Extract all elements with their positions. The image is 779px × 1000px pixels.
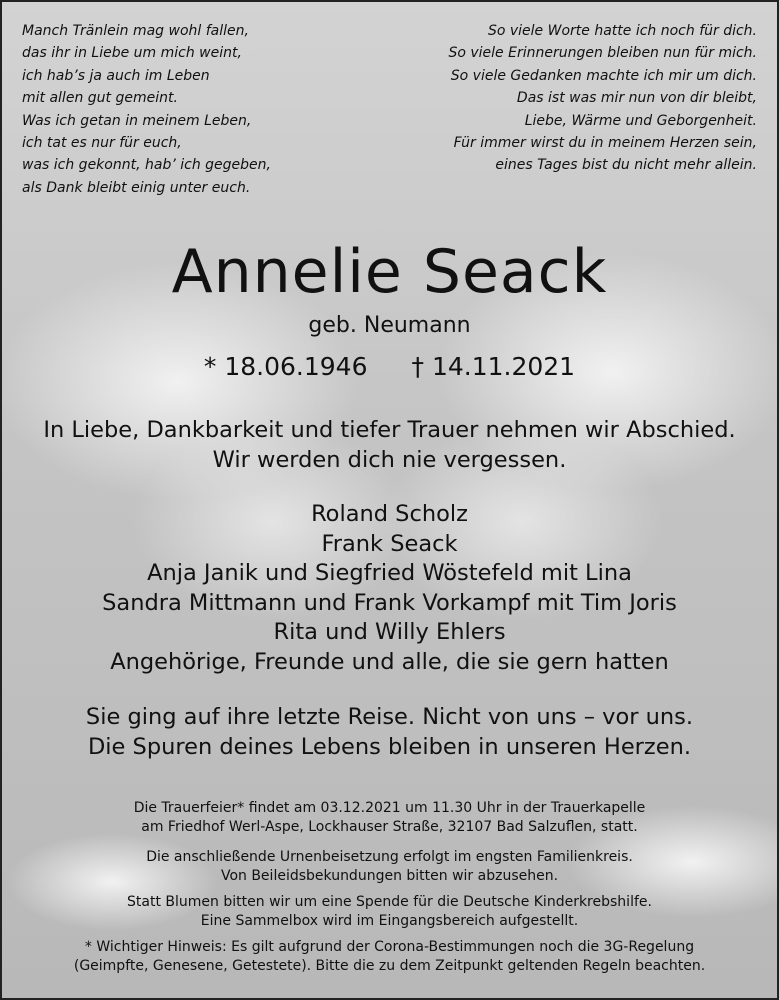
mourner: Rita und Willy Ehlers bbox=[273, 619, 506, 645]
poem-line: ich tat es nur für euch, bbox=[22, 135, 182, 152]
mourners-list bbox=[2, 500, 777, 677]
info-line: Eine Sammelbox wird im Eingangsbereich aufgestellt. bbox=[200, 913, 579, 929]
ceremony-info bbox=[2, 799, 777, 837]
info-line: Von Beileidsbekundungen bitten wir abzusehen. bbox=[220, 868, 559, 884]
poem-line: Für immer wirst du in meinem Herzen sein, bbox=[453, 135, 757, 152]
poem-line: Das ist was mir nun von dir bleibt, bbox=[516, 90, 757, 107]
info-line: (Geimpfte, Genesene, Getestete). Bitte die zu dem Zeitpunkt geltenden Regeln beachten. bbox=[73, 958, 706, 974]
burial-info bbox=[2, 848, 777, 886]
poem-right bbox=[448, 20, 757, 177]
poem-line: eines Tages bist du nicht mehr allein. bbox=[495, 157, 757, 174]
poem-line: So viele Erinnerungen bleiben nun für mich. bbox=[448, 45, 757, 62]
mourner: Roland Scholz bbox=[311, 501, 468, 527]
donation-info bbox=[2, 893, 777, 931]
poem-line: So viele Gedanken machte ich mir um dich. bbox=[450, 67, 757, 84]
death-date: † 14.11.2021 bbox=[411, 352, 576, 381]
farewell-line: In Liebe, Dankbarkeit und tiefer Trauer nehmen wir Abschied. bbox=[43, 417, 736, 443]
poem-left bbox=[22, 20, 271, 199]
info-line: Die anschließende Urnenbeisetzung erfolgt im engsten Familienkreis. bbox=[146, 849, 633, 865]
deceased-name: Annelie Seack bbox=[171, 237, 608, 307]
journey-text bbox=[2, 702, 777, 762]
poem-line: Was ich getan in meinem Leben, bbox=[22, 112, 252, 129]
poem-line: als Dank bleibt einig unter euch. bbox=[22, 179, 251, 196]
mourner: Anja Janik und Siegfried Wöstefeld mit Lina bbox=[147, 560, 632, 586]
poem-line: Liebe, Wärme und Geborgenheit. bbox=[524, 112, 757, 129]
birth-date: * 18.06.1946 bbox=[203, 352, 368, 381]
mourner: Angehörige, Freunde und alle, die sie gern hatten bbox=[110, 648, 669, 675]
mourner: Sandra Mittmann und Frank Vorkampf mit Tim Joris bbox=[102, 589, 677, 616]
corona-notice bbox=[2, 938, 777, 976]
poem-line: was ich gekonnt, hab’ ich gegeben, bbox=[22, 157, 271, 174]
info-line: am Friedhof Werl-Aspe, Lockhauser Straße, 32107 Bad Salzuflen, statt. bbox=[141, 819, 638, 835]
info-line: Die Trauerfeier* findet am 03.12.2021 um 11.30 Uhr in der Trauerkapelle bbox=[133, 800, 646, 816]
life-dates bbox=[2, 350, 777, 384]
farewell-line: Wir werden dich nie vergessen. bbox=[212, 447, 567, 473]
poem-line: Manch Tränlein mag wohl fallen, bbox=[22, 23, 249, 39]
info-line: * Wichtiger Hinweis: Es gilt aufgrund der Corona-Bestimmungen noch die 3G-Regelung bbox=[84, 939, 695, 955]
poem-line: So viele Worte hatte ich noch für dich. bbox=[487, 23, 757, 39]
mourner: Frank Seack bbox=[321, 530, 458, 557]
journey-line: Die Spuren deines Lebens bleiben in unseren Herzen. bbox=[87, 734, 691, 760]
maiden-name: geb. Neumann bbox=[308, 313, 471, 338]
poem-line: das ihr in Liebe um mich weint, bbox=[22, 45, 242, 62]
poem-line: mit allen gut gemeint. bbox=[22, 90, 178, 107]
poem-line: ich hab’s ja auch im Leben bbox=[22, 67, 210, 84]
farewell-text bbox=[2, 415, 777, 475]
journey-line: Sie ging auf ihre letzte Reise. Nicht von uns – vor uns. bbox=[85, 704, 694, 730]
info-line: Statt Blumen bitten wir um eine Spende für die Deutsche Kinderkrebshilfe. bbox=[127, 894, 652, 910]
